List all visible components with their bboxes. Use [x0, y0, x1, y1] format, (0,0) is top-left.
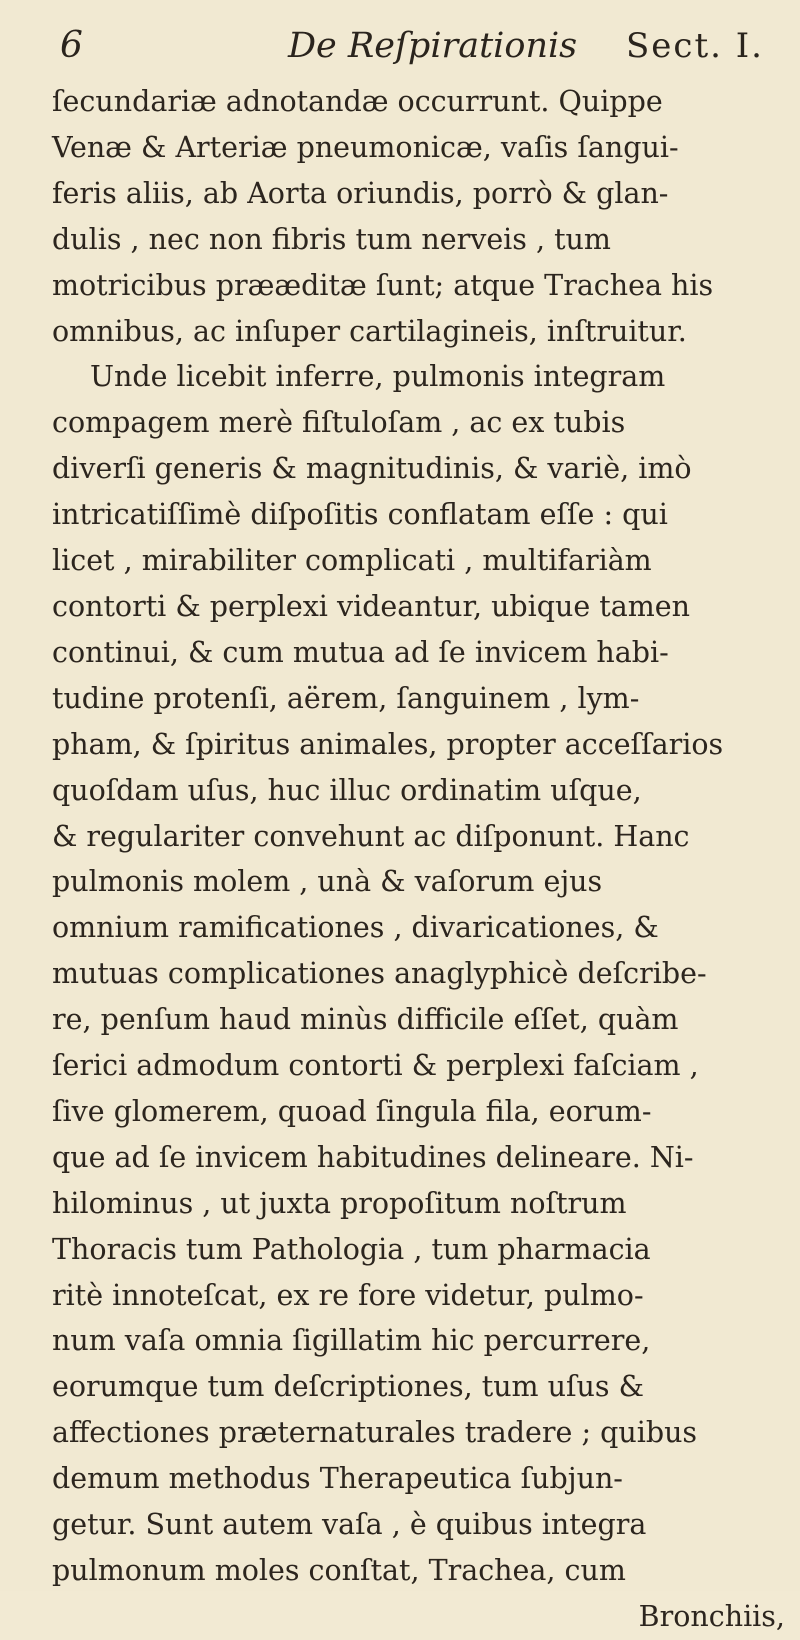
text-line: motricibus prææditæ ſunt; atque Trachea his: [52, 268, 714, 302]
body-text: [52, 79, 795, 1640]
paragraph-first-line: Unde licebit inferre, pulmonis integram: [90, 360, 666, 394]
text-line: re, penſum haud minùs difficile eſſet, quàm: [52, 1003, 679, 1037]
text-line: omnibus, ac inſuper cartilagineis, inſtruitur.: [52, 314, 687, 348]
text-line: feris aliis, ab Aorta oriundis, porrò & glan-: [52, 176, 669, 210]
text-line: Venæ & Arteriæ pneumonicæ, vaſis ſangui-: [52, 130, 679, 164]
text-line: pulmonis molem , unà & vaſorum ejus: [52, 865, 603, 899]
running-title: De Reſpirationis: [288, 26, 578, 66]
text-line: dulis , nec non fibris tum nerveis , tum: [52, 222, 611, 256]
text-line: diverſi generis & magnitudinis, & variè, imò: [52, 452, 692, 486]
text-line: contorti & perplexi videantur, ubique tamen: [52, 589, 690, 623]
text-line: licet , mirabiliter complicati , multifariàm: [52, 544, 652, 578]
text-line: Thoracis tum Pathologia , tum pharmacia: [52, 1232, 651, 1266]
text-line: que ad ſe invicem habitudines delineare. Ni-: [52, 1140, 694, 1174]
text-line: intricatiſſimè diſpoſitis conflatam eſſe : qui: [52, 498, 668, 532]
text-line: mutuas complicationes anaglyphicè deſcribe-: [52, 957, 707, 991]
text-line: getur. Sunt autem vaſa , è quibus integra: [52, 1508, 647, 1542]
text-line: eorumque tum deſcriptiones, tum uſus &: [52, 1370, 644, 1404]
text-line: pulmonum moles conſtat, Trachea, cum: [52, 1554, 626, 1587]
text-line: ſecundariæ adnotandæ occurrunt. Quippe: [52, 85, 663, 118]
text-line: omnium ramificationes , divaricationes, &: [52, 911, 659, 945]
text-line: quoſdam uſus, huc illuc ordinatim uſque,: [52, 773, 642, 807]
text-line: ritè innoteſcat, ex re fore videtur, pulmo-: [52, 1278, 644, 1312]
text-line: num vaſa omnia ſigillatim hic percurrere,: [52, 1324, 651, 1358]
text-line: compagem merè fiſtuloſam , ac ex tubis: [52, 406, 626, 440]
page-number: 6: [60, 25, 83, 66]
text-line: pham, & ſpiritus animales, propter acceſſarios: [52, 727, 724, 761]
section-label: Sect. I.: [626, 26, 764, 66]
running-head: [60, 20, 800, 72]
text-line: & regulariter convehunt ac diſponunt. Hanc: [52, 819, 690, 853]
text-line: tudine protenſi, aërem, ſanguinem , lym-: [52, 681, 640, 715]
text-line: demum methodus Therapeutica ſubjun-: [52, 1462, 623, 1496]
text-line: ſerici admodum contorti & perplexi faſciam ,: [52, 1049, 699, 1083]
text-line: continui, & cum mutua ad ſe invicem habi-: [52, 635, 669, 669]
text-line: affectiones præternaturales tradere ; quibus: [52, 1416, 698, 1450]
catchword: Bronchiis,: [638, 1599, 785, 1633]
text-line: ſive glomerem, quoad ſingula fila, eorum-: [52, 1094, 652, 1128]
text-line: hilominus , ut juxta propoſitum noſtrum: [52, 1186, 627, 1220]
